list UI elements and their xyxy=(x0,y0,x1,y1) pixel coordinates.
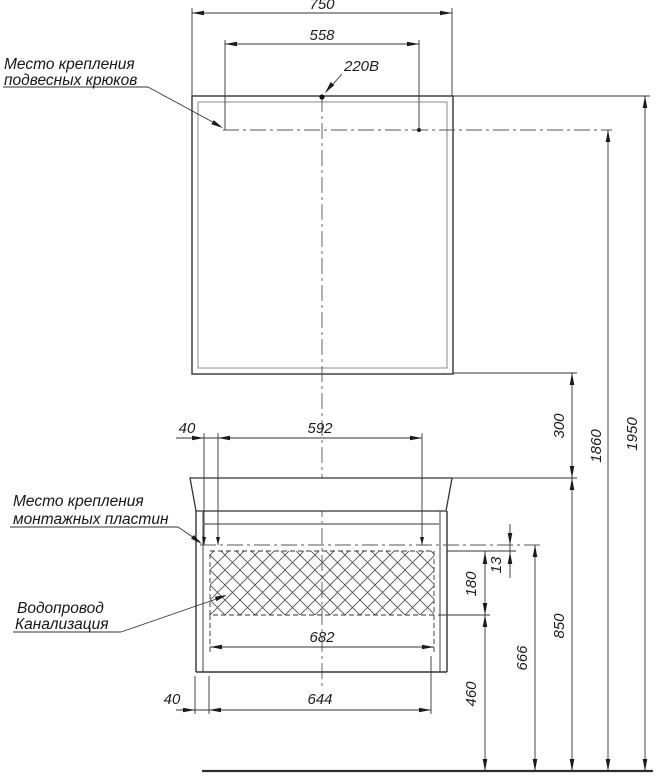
dim-mirror-width: 750 xyxy=(309,0,335,13)
hooks-label-line2: подвесных крюков xyxy=(4,72,138,89)
dim-overall-height: 1950 xyxy=(624,417,641,451)
dim-cabinet-mount-spacing: 644 xyxy=(307,691,333,708)
power-outlet-dot xyxy=(319,94,324,99)
dim-mirror-to-counter: 300 xyxy=(551,413,568,439)
dim-service-zone-clearance: 460 xyxy=(463,681,480,707)
washbasin-outline xyxy=(190,478,452,511)
plumbing-label-line1: Водопровод xyxy=(17,600,104,617)
plates-label-line2: монтажных пластин xyxy=(13,511,169,528)
plates-label-line1: Место крепления xyxy=(13,493,144,510)
dim-hook-height: 1860 xyxy=(588,429,605,463)
dim-basin-mount-spacing: 592 xyxy=(307,420,333,437)
dimension-lines xyxy=(176,13,645,771)
dim-service-zone-height: 180 xyxy=(463,571,480,597)
dim-cabinet-mount-offset: 40 xyxy=(163,691,181,708)
mirror-outline xyxy=(192,96,453,374)
dim-counter-height: 850 xyxy=(551,613,568,639)
plumbing-label-line2: Канализация xyxy=(15,616,109,633)
dim-service-zone-width: 682 xyxy=(309,629,335,646)
hook-line xyxy=(223,128,612,132)
dim-hook-spacing: 558 xyxy=(309,27,335,44)
hooks-label-line1: Место крепления xyxy=(4,56,135,73)
leader-lines xyxy=(3,74,342,632)
dimension-arrows xyxy=(183,11,647,771)
dim-basin-mount-offset: 40 xyxy=(178,420,196,437)
dim-plate-gap: 13 xyxy=(488,556,505,574)
power-label: 220В xyxy=(344,58,380,75)
dim-plate-line-height: 666 xyxy=(514,645,531,671)
